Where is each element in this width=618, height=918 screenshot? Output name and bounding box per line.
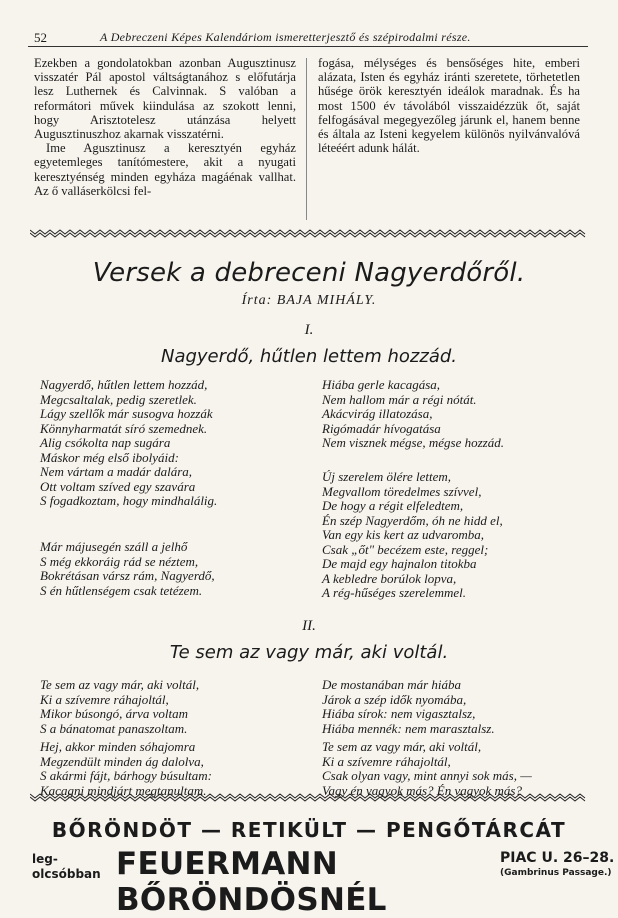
verse-line: Hiába mennék: nem marasztalsz. [322, 720, 495, 736]
verse-line: Te sem az vagy már, aki voltál, [40, 677, 200, 692]
verse-line: Nem vártam a madár dalára, [40, 464, 193, 479]
verse-line: Hiába gerle kacagása, [322, 377, 441, 392]
prose-column-left [34, 56, 296, 198]
prose-paragraph: Ezekben a gondolatokban azonban Augusztinusz visszatér Pál apostol váltságtanához s előfutárja lesz Luthernek és Calvinnak. S valóban a reformátori művek kiindulása az szokott lenni, hogy Arisztotelesz utánzása helyett Augusztinuszhoz akarnak visszatérni. [34, 56, 296, 142]
verse-line: Van egy kis kert az udvaromba, [322, 527, 484, 542]
verse-line: Nem hallom már a régi nótát. [322, 391, 477, 407]
advertisement-shop-name: FEUERMANN BŐRÖNDÖSNÉL [116, 846, 387, 918]
verse-line: De mostanában már hiába [322, 677, 462, 692]
verse-line: Csak „őt" becézem este, reggel; [322, 541, 489, 557]
verse-line: S akármi fájt, bárhogy búsultam: [40, 768, 213, 783]
verse-line: Máskor még első ibolyáid: [40, 449, 180, 465]
zigzag-divider [30, 228, 588, 238]
running-head: A Debreczeni Képes Kalendáriom ismeretterjesztő és szépirodalmi része. [100, 30, 471, 44]
verse-line: Hej, akkor minden sóhajomra [40, 739, 196, 754]
verse-line: Rigómadár hívogatása [322, 420, 441, 436]
stanza [322, 378, 504, 451]
part-title: Te sem az vagy már, aki voltál. [169, 642, 449, 663]
verse-line: Te sem az vagy már, aki voltál, [322, 739, 482, 754]
verse-line: De hogy a régit elfeledtem, [322, 498, 464, 513]
verse-line: Hiába sírok: nem vigasztalsz, [322, 706, 476, 721]
advertisement-passage: (Gambrinus Passage.) [500, 868, 612, 878]
verse-line: Akácvirág illatozása, [322, 406, 433, 421]
header-rule [28, 46, 588, 47]
advertisement-address: PIAC U. 26–28. [500, 850, 615, 866]
stanza [40, 678, 199, 736]
stanza [40, 540, 215, 598]
advertisement-small-text: leg- [32, 852, 58, 866]
author-line: Írta: BAJA MIHÁLY. [241, 293, 377, 308]
verse-line: S még ekkoráig rád se néztem, [40, 553, 199, 569]
prose-paragraph: Ime Agusztinusz a keresztyén egyház egyetemleges tanítómestere, akit a nyugati keresztyénség minden egyháza magáénak vallhat. Az ő valláserkölcsi fel- [34, 141, 296, 198]
verse-line: Mikor búsongó, árva voltam [40, 706, 189, 721]
verse-line: Bokrétásan vársz rám, Nagyerdő, [40, 568, 215, 583]
part-numeral: II. [302, 618, 316, 634]
verse-line: Megzendült minden ág dalolva, [40, 753, 204, 769]
zigzag-divider [30, 792, 588, 802]
verse-line: Új szerelem ölére lettem, [322, 469, 451, 484]
verse-line: Ki a szívemre ráhajoltál, [322, 753, 451, 769]
verse-line: A rég-hűséges szerelemmel. [322, 585, 467, 600]
advertisement-small-text: olcsóbban [32, 867, 101, 881]
prose-paragraph: fogása, mélységes és bensőséges hite, emberi alázata, Isten és egyház iránti szeretete, törhetetlen hűsége örök keresztyén ideálok maradnak. És ha most 1500 év távolából visszaidézzük őt, saját felfogásával megegyezőleg járunk el, hanem benne és általa az Isteni kegyelem különös nyilvánvalóvá léteéért adunk hálát. [318, 56, 580, 156]
prose-column-right [318, 56, 580, 155]
verse-line: Nem visznek mégse, mégse hozzád. [322, 435, 504, 450]
verse-line: Megcsaltalak, pedig szeretlek. [40, 391, 197, 407]
verse-line: Könnyharmatát síró szemednek. [40, 420, 208, 436]
part-numeral: I. [304, 322, 314, 338]
stanza [322, 678, 495, 736]
verse-line: Vagy én vagyok más? Én vagyok más? [322, 782, 522, 798]
verse-line: Már májusegén száll a jelhő [40, 539, 188, 554]
verse-line: De majd egy hajnalon titokba [322, 556, 477, 571]
verse-line: Alig csókolta nap sugára [40, 435, 171, 450]
advertisement-headline: BŐRÖNDÖT — RETIKÜLT — PENGŐTÁRCÁT [51, 818, 567, 842]
verse-line: Ki a szívemre ráhajoltál, [40, 691, 169, 707]
verse-line: Megvallom töredelmes szívvel, [322, 483, 482, 499]
verse-line: Lágy szellők már susogva hozzák [40, 406, 213, 421]
verse-line: Kacagni mindjárt megtanultam. [40, 782, 207, 798]
verse-line: S fogadkoztam, hogy mindhalálig. [40, 493, 218, 508]
stanza [40, 740, 212, 798]
verse-line: S én hűtlenségem csak tetézem. [40, 582, 203, 598]
part-title: Nagyerdő, hűtlen lettem hozzád. [160, 346, 458, 367]
verse-line: Nagyerdő, hűtlen lettem hozzád, [40, 377, 208, 392]
verse-line: S a bánatomat panaszoltam. [40, 720, 188, 736]
stanza [322, 740, 532, 798]
verse-line: Én szép Nagyerdőm, óh ne hidd el, [322, 512, 503, 528]
stanza [322, 470, 503, 601]
verse-line: A kebledre borúlok lopva, [322, 570, 457, 586]
verse-line: Járok a szép idők nyomába, [322, 691, 467, 707]
column-divider [306, 58, 307, 220]
page-number: 52 [34, 30, 47, 45]
verse-line: Csak olyan vagy, mint annyi sok más, — [322, 768, 532, 783]
stanza [40, 378, 217, 509]
poem-title: Versek a debreceni Nagyerdőről. [92, 258, 526, 288]
verse-line: Ott voltam szíved egy szavára [40, 478, 196, 494]
